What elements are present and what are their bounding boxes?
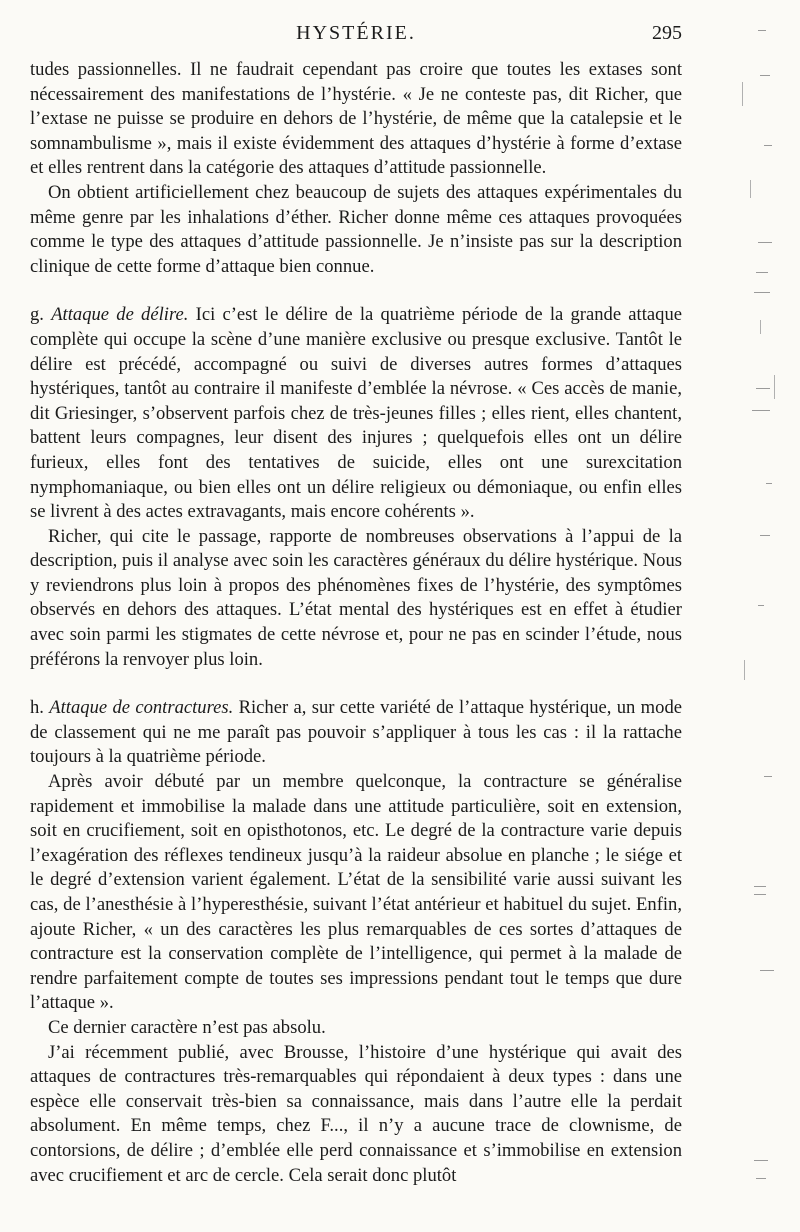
margin-mark [758, 30, 766, 31]
section-h-paragraph-1 [30, 696, 682, 770]
page-header [30, 22, 682, 50]
margin-mark [764, 776, 772, 777]
margin-mark [758, 605, 764, 606]
section-h-heading: Attaque de contractures. [49, 697, 234, 719]
margin-mark [758, 242, 772, 243]
margin-scan-marks [730, 20, 790, 1210]
margin-mark [750, 180, 751, 198]
margin-mark [756, 1178, 766, 1179]
section-h-paragraph-2: Après avoir débuté par un membre quelconque, la contracture se généralise rapidement et immobilise la malade dans une attitude particulière, soit en extension, soit en crucifiement, soit en opisthotonos, etc. Le degré de la contracture varie depuis l’exagération des réflexes tendineux jusqu’à la raideur absolue en planche ; le siége et le degré d’extension varient également. L’état de la sensibilité varie aussi suivant les cas, de l’anesthésie à l’hyperesthésie, suivant l’état antérieur et habituel du sujet. Enfin, ajoute Richer, « un des caractères les plus remarquables de ces sortes d’attaques de contracture est la conservation complète de l’intelligence, qui permet à la malade de rendre parfaitement compte de toutes ses impressions pendant tout le temps que dure l’attaque ». [30, 771, 682, 1014]
section-g-paragraph-2: Richer, qui cite le passage, rapporte de nombreuses observations à l’appui de la description, puis il analyse avec soin les caractères généraux du délire hystérique. Nous y reviendrons plus loin à propos des phénomènes fixes de l’hystérie, des symptômes observés en dehors des attaques. L’état mental des hystériques est en effet à étudier avec soin parmi les stigmates de cette névrose et, pour ne pas en scinder l’étude, nous préférons la renvoyer plus loin. [30, 525, 682, 670]
running-title: HYSTÉRIE. [296, 22, 416, 44]
section-h-paragraph-4: J’ai récemment publié, avec Brousse, l’histoire d’une hystérique qui avait des attaques de contractures très-remarquables qui répondaient à deux types : dans une espèce elle conservait très-bien sa connaissance, mais dans l’autre elle la perdait absolument. En même temps, chez F..., il n’y a aucune trace de clownisme, de contorsions, de délire ; d’emblée elle perd connaissance et s’immobilise en extension avec crucifiement et arc de cercle. Cela serait donc plutôt [30, 1041, 682, 1186]
margin-mark [766, 483, 772, 484]
section-h-paragraph-3: Ce dernier caractère n’est pas absolu. [48, 1016, 326, 1038]
page-number: 295 [652, 22, 682, 44]
margin-mark [756, 388, 770, 389]
margin-mark [754, 292, 770, 293]
body-text [30, 58, 682, 1188]
section-h-text: Richer a, sur cette variété de l’attaque hystérique, un mode de classement qui ne me paraît pas pouvoir s’appliquer à tous les cas : il la rattache toujours à la quatrième période. [30, 697, 682, 768]
margin-mark [742, 82, 743, 106]
section-spacer [30, 672, 682, 696]
section-attaque-de-contractures [30, 696, 682, 1188]
intro-paragraph-1: tudes passionnelles. Il ne faudrait cependant pas croire que toutes les extases sont nécessairement des manifestations de l’hystérie. « Je ne conteste pas, dit Richer, que l’extase ne puisse se produire en dehors de l’hystérie, de même que la catalepsie et le somnambulisme », mais il existe évidemment des attaques d’hystérie à forme d’extase et elles rentrent dans la catégorie des attaques d’attitude passionnelle. [30, 59, 682, 179]
section-h-letter: h. [30, 697, 44, 719]
margin-mark [754, 1160, 768, 1161]
section-g-text: Ici c’est le délire de la quatrième période de la grande attaque complète qui occupe la scène d’une manière exclusive ou presque exclusive. Tantôt le délire est précédé, accompagné ou suivi de diverses autres formes d’attaques hystériques, tantôt au contraire il manifeste d’emblée la névrose. « Ces accès de manie, dit Griesinger, s’observent parfois chez de très-jeunes filles ; elles rient, elles chantent, battent leurs compagnes, leur disent des injures ; quelquefois elles ont un délire furieux, elles font des tentatives de suicide, elles ont une surexcitation nymphomaniaque, ou bien elles ont un délire religieux ou démoniaque, ou enfin elles se livrent à des actes extravagants, mais encore cohérents ». [30, 304, 682, 523]
margin-mark [754, 894, 766, 895]
margin-mark [764, 145, 772, 146]
margin-mark [760, 320, 761, 334]
margin-mark [760, 75, 770, 76]
margin-mark [760, 970, 774, 971]
section-spacer [30, 279, 682, 303]
section-g-letter: g. [30, 304, 44, 326]
margin-mark [752, 410, 770, 411]
margin-mark [754, 886, 766, 887]
margin-mark [744, 660, 745, 680]
section-attaque-de-delire [30, 303, 682, 672]
section-g-paragraph-1 [30, 303, 682, 524]
intro-paragraph-2: On obtient artificiellement chez beaucoup de sujets des attaques expérimentales du même genre par les inhalations d’éther. Richer donne même ces attaques provoquées comme le type des attaques d’attitude passionnelle. Je n’insiste pas sur la description clinique de cette forme d’attaque bien connue. [30, 181, 682, 277]
margin-mark [760, 535, 770, 536]
margin-mark [756, 272, 768, 273]
margin-mark [774, 375, 775, 399]
section-g-heading: Attaque de délire. [51, 304, 189, 326]
